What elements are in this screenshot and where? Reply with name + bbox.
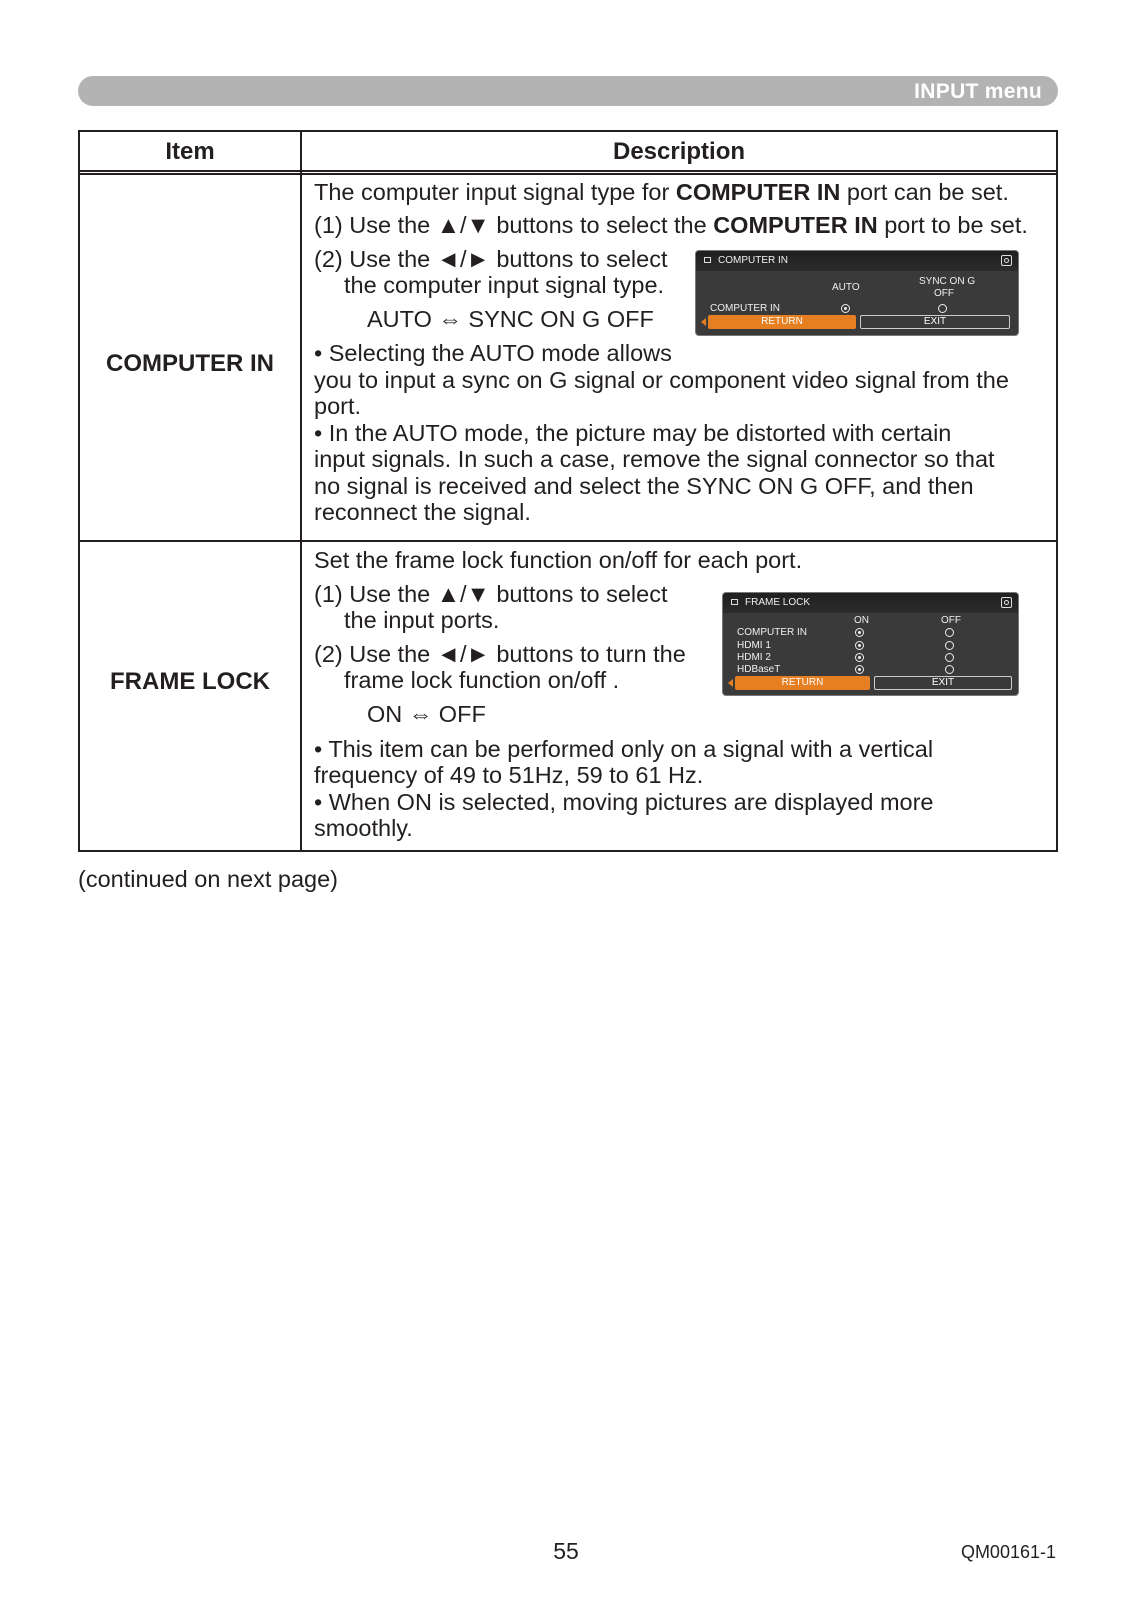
description-line: the input ports.	[344, 607, 500, 633]
header-double-rule	[80, 170, 1056, 175]
section-title: INPUT menu	[914, 80, 1042, 103]
osd-row-computer-in: COMPUTER IN	[737, 627, 807, 638]
description-line: • In the AUTO mode, the picture may be distorted with certain	[314, 420, 952, 446]
osd-frame-lock-screenshot	[722, 592, 1019, 696]
osd-column-sync-off: OFF	[934, 288, 954, 299]
description-line: (1) Use the ▲/▼ buttons to select	[314, 581, 668, 607]
description-line: (2) Use the ◄/► buttons to turn the	[314, 641, 686, 667]
osd-row-hdmi2: HDMI 2	[737, 652, 771, 663]
osd-return-button: RETURN	[735, 676, 870, 690]
description-line: • When ON is selected, moving pictures are displayed more	[314, 789, 934, 815]
continued-note: (continued on next page)	[78, 866, 338, 892]
description-line: Set the frame lock function on/off for each port.	[314, 547, 803, 573]
column-header-item: Item	[165, 138, 215, 165]
description-line: frequency of 49 to 51Hz, 59 to 61 Hz.	[314, 762, 704, 788]
description-line: reconnect the signal.	[314, 499, 531, 525]
osd-title: COMPUTER IN	[718, 255, 788, 266]
left-arrow-icon	[728, 679, 733, 687]
description-line: frame lock function on/off .	[344, 667, 620, 693]
description-line: The computer input signal type for COMPUTER IN port can be set.	[314, 179, 1009, 205]
document-code: QM00161-1	[960, 1542, 1056, 1562]
radio-off	[945, 665, 954, 674]
page-number: 55	[553, 1538, 579, 1564]
description-line: you to input a sync on G signal or component video signal from the	[314, 367, 1009, 393]
osd-column-off: OFF	[941, 615, 961, 626]
description-line: • Selecting the AUTO mode allows	[314, 340, 672, 366]
monitor-icon	[704, 257, 711, 263]
description-line: port.	[314, 393, 362, 419]
osd-row-hdbaset: HDBaseT	[737, 664, 781, 675]
option-sequence: AUTO ⇔ SYNC ON G OFF	[367, 306, 654, 332]
osd-column-auto: AUTO	[832, 282, 860, 293]
item-computer-in: COMPUTER IN	[106, 350, 274, 377]
radio-auto-selected	[841, 304, 850, 313]
osd-column-sync-on-g: SYNC ON G	[919, 276, 976, 287]
input-icon	[731, 599, 738, 605]
osd-computer-in-screenshot	[695, 250, 1019, 336]
osd-column-on: ON	[854, 615, 869, 626]
option-sequence: ON ⇔ OFF	[367, 701, 486, 727]
menu-table	[78, 130, 1058, 852]
column-header-description: Description	[612, 138, 746, 165]
item-frame-lock: FRAME LOCK	[110, 668, 270, 695]
column-divider	[300, 132, 302, 850]
description-line: (1) Use the ▲/▼ buttons to select the COMPUTER IN port to be set.	[314, 212, 1028, 238]
description-line: • This item can be performed only on a signal with a vertical	[314, 736, 934, 762]
radio-on-selected	[855, 641, 864, 650]
osd-row-hdmi1: HDMI 1	[737, 640, 771, 651]
radio-sync-on-g-off	[938, 304, 947, 313]
settings-icon	[1001, 255, 1012, 266]
description-line: smoothly.	[314, 815, 413, 841]
osd-return-button: RETURN	[708, 315, 856, 329]
osd-exit-button: EXIT	[860, 315, 1010, 329]
section-header-bar	[78, 76, 1058, 106]
description-line: the computer input signal type.	[344, 272, 665, 298]
radio-off	[945, 628, 954, 637]
osd-title: FRAME LOCK	[745, 597, 811, 608]
radio-on-selected	[855, 628, 864, 637]
osd-row-label: COMPUTER IN	[710, 303, 780, 314]
radio-on-selected	[855, 653, 864, 662]
radio-on-selected	[855, 665, 864, 674]
description-line: no signal is received and select the SYNC ON G OFF, and then	[314, 473, 974, 499]
left-arrow-icon	[701, 318, 706, 326]
description-line: (2) Use the ◄/► buttons to select	[314, 246, 668, 272]
description-line: input signals. In such a case, remove the signal connector so that	[314, 446, 995, 472]
settings-icon	[1001, 597, 1012, 608]
row-divider	[80, 540, 1056, 542]
radio-off	[945, 641, 954, 650]
osd-exit-button: EXIT	[874, 676, 1012, 690]
radio-off	[945, 653, 954, 662]
